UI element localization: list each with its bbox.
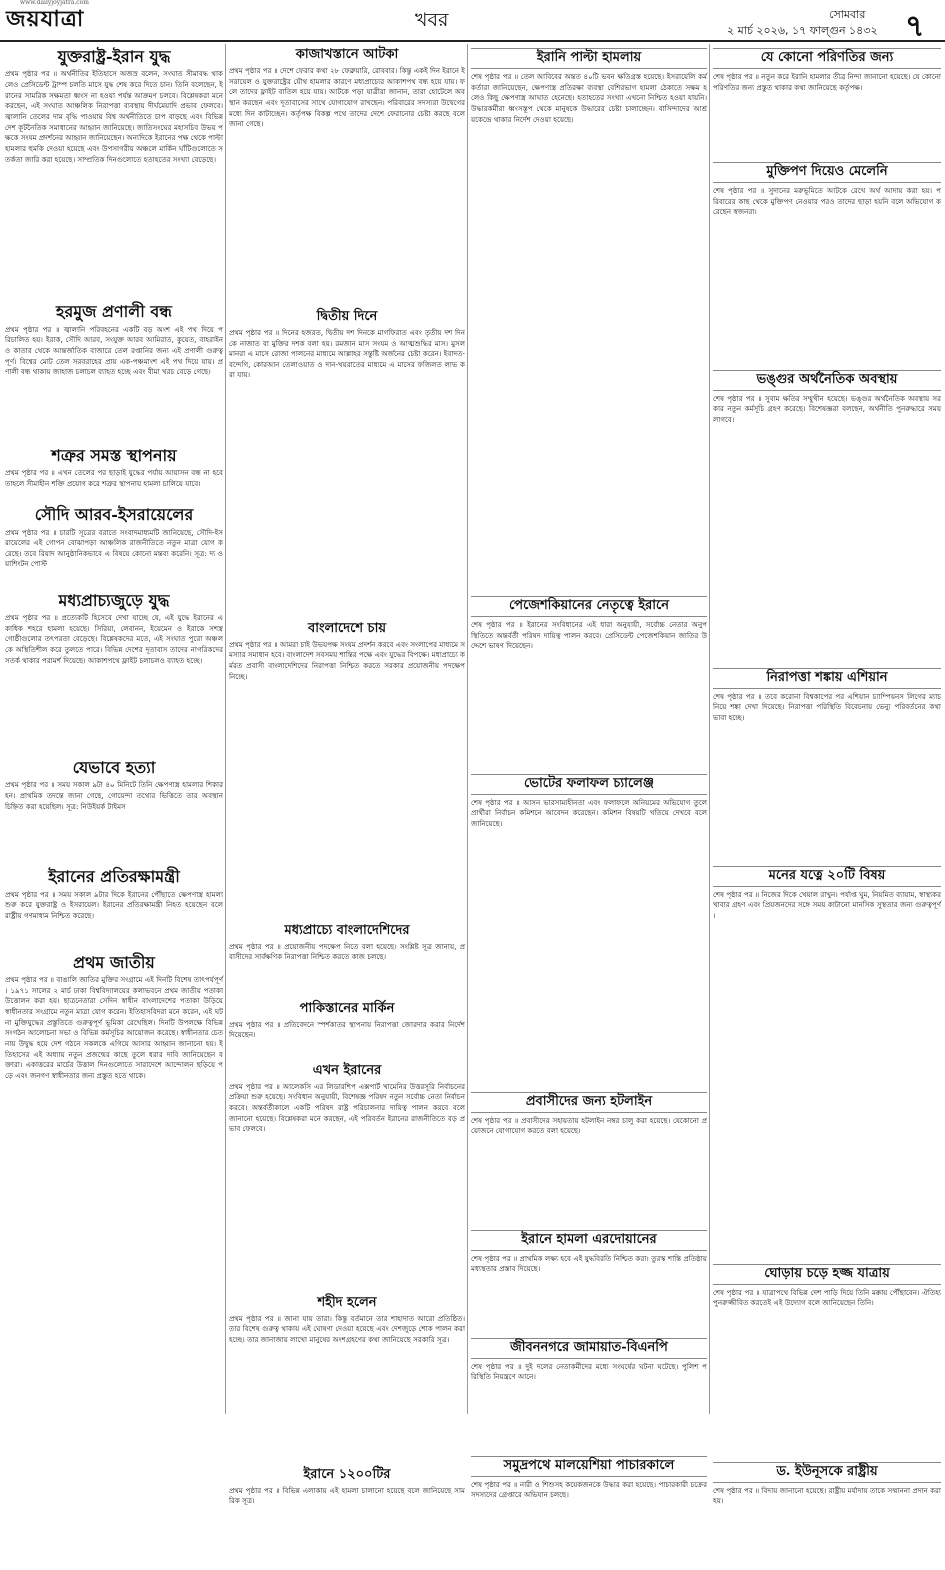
article-body-box xyxy=(713,186,941,366)
article-body-box xyxy=(471,620,707,770)
article xyxy=(5,303,223,442)
article xyxy=(713,1264,941,1458)
article-body-box xyxy=(229,640,465,920)
article-headline[interactable]: ড. ইউনূসকে রাষ্ট্রীয় xyxy=(713,1462,941,1483)
article-body: শেষ পৃষ্ঠার পর ॥ তবে করোনা বিশ্বকাপের পর এশিয়ান চ্যাম্পিয়নস লিগের ম্যাচ নিয়ে শঙ্কা দেখা দিয়েছে। নিরাপত্তা পরিস্থিতি বিবেচনায় ভেন্যু পরিবর্তনের কথা ভাবা হচ্ছে। xyxy=(713,691,941,723)
article-headline[interactable]: পেজেশকিয়ানের নেতৃত্বে ইরানে xyxy=(471,596,707,617)
article xyxy=(5,506,223,587)
article-headline[interactable]: যে কোনো পরিণতির জন্য xyxy=(713,48,941,69)
column-divider xyxy=(225,44,226,1414)
article xyxy=(5,592,223,755)
article-body-box xyxy=(5,69,223,299)
article-body: শেষ পৃষ্ঠার পর ॥ নতুন করে ইরানি হামলার তীব্র নিন্দা জানানো হয়েছে। যে কোনো পরিণতির জন্য প্রস্তুত থাকার কথা জানিয়েছে কর্তৃপক্ষ। xyxy=(713,71,941,92)
article-body-box xyxy=(5,890,223,950)
day-name: সোমবার xyxy=(829,8,866,21)
section-title: খবর xyxy=(415,9,449,31)
article-body-box xyxy=(5,528,223,588)
article-body: প্রথম পৃষ্ঠার পর ॥ দেশে ফেরার কথা ২৮ ফেব্রুয়ারি, রোববার। কিন্তু একই দিন ইরানে ইসরায়েল ও যুক্তরাষ্ট্রের যৌথ হামলার কারণে মধ্যপ্রাচ্যের আকাশপথ বন্ধ হয়ে যায়। ফলে তাদের ফ্লাইট বাতিল হয়ে যায়। আটকে পড়া যাত্রীরা জানান, তারা হোটেলে অবস্থান করছেন এবং দূতাবাসের সাথে যোগাযোগ রাখছেন। পরিবারের সদস্যরা উদ্বেগের মধ্যে দিন কাটাচ্ছেন। কর্তৃপক্ষ বিকল্প পথে তাদের দেশে ফেরানোর চেষ্টা করছে বলে জানা গেছে। xyxy=(229,65,465,129)
article-headline[interactable]: বাংলাদেশে চায় xyxy=(308,620,386,636)
column-3 xyxy=(471,44,707,1500)
article xyxy=(229,48,465,306)
article-body-box xyxy=(229,328,465,618)
article-body-box xyxy=(713,692,941,862)
article xyxy=(471,596,707,770)
column-divider xyxy=(467,44,468,1414)
column-4 xyxy=(713,44,941,1506)
article-headline[interactable]: শত্রুর সমস্ত স্থাপনায় xyxy=(51,445,177,465)
article-headline[interactable]: এখন ইরানের xyxy=(312,1062,382,1078)
article-headline[interactable]: ইরানের প্রতিরক্ষামন্ত্রী xyxy=(48,867,180,887)
article-headline[interactable]: সৌদি আরব-ইসরায়েলের xyxy=(34,505,194,525)
article xyxy=(471,1338,707,1452)
article-headline[interactable]: ঘোড়ায় চড়ে হজ্জ যাত্রায় xyxy=(713,1264,941,1285)
article-body-box xyxy=(713,1486,941,1546)
column-1 xyxy=(5,44,223,1416)
article-body-box xyxy=(229,1082,465,1292)
article-body-box xyxy=(5,780,223,864)
article xyxy=(713,370,941,664)
issue-date: ২ মার্চ ২০২৬, ১৭ ফাল্গুন ১৪৩২ xyxy=(727,24,878,37)
article-body-box xyxy=(713,890,941,1260)
article xyxy=(471,48,707,592)
article-body: শেষ পৃষ্ঠার পর ॥ সুদানের মরুভূমিতে আটকে রেখে অর্থ আদায় করা হয়। পরিবারের কাছ থেকে মুক্তিপণ নেওয়ার পরও তাদের ছাড়া হয়নি বলে অভিযোগ করেছেন স্বজনরা। xyxy=(713,185,941,217)
article-body-box xyxy=(5,325,223,443)
article xyxy=(229,310,465,618)
article-body-box xyxy=(471,798,707,1088)
article-body: প্রথম পৃষ্ঠার পর ॥ আলেকসি এর লিডারশিপ এক্সপার্ট খামেনির উত্তরসূরি নির্বাচনের প্রক্রিয়া শুরু হয়েছে। সংবিধান অনুযায়ী, বিশেষজ্ঞ পরিষদ নতুন সর্বোচ্চ নেতা নির্বাচন করবে। অন্তর্বর্তীকালে একটি পরিষদ রাষ্ট্র পরিচালনার দায়িত্ব পালন করবে বলে জানানো হয়েছে। বিশ্লেষকরা মনে করছেন, এই পরিবর্তন ইরানের রাজনীতিতে বড় প্রভাব ফেলবে। xyxy=(229,1081,465,1134)
article xyxy=(5,447,223,502)
article-body: প্রথম পৃষ্ঠার পর ॥ বাঙালি জাতির মুক্তির সংগ্রামে এই দিনটি বিশেষ তাৎপর্যপূর্ণ। ১৯৭১ সালের ২ মার্চ ঢাকা বিশ্ববিদ্যালয়ের কলাভবনে প্রথম জাতীয় পতাকা উত্তোলন করা হয়। ছাত্রনেতারা সেদিন স্বাধীন বাংলাদেশের পতাকা উড়িয়ে স্বাধীনতার সংগ্রামে নতুন মাত্রা যোগ করেন। ইতিহাসবিদরা মনে করেন, এই ঘটনা মুক্তিযুদ্ধের প্রস্তুতিতে গুরুত্বপূর্ণ ভূমিকা রেখেছিল। দিনটি উপলক্ষে বিভিন্ন সংগঠন আলোচনা সভা ও বিভিন্ন কর্মসূচির আয়োজন করেছে। স্বাধীনতার চেতনায় উদ্বুদ্ধ হয়ে দেশ গঠনে সকলকে এগিয়ে আসার আহ্বান জানানো হয়। ইতিহাসের এই অধ্যায় নতুন প্রজন্মের কাছে তুলে ধরার দাবি জানিয়েছেন বক্তারা। একাত্তরের মার্চের উত্তাল দিনগুলোতে সারাদেশে আন্দোলন ছড়িয়ে পড়ে এবং জনগণ স্বাধীনতার জন্য প্রস্তুত হতে থাকে। xyxy=(5,975,223,1080)
article-body-box xyxy=(5,468,223,502)
article-body-box xyxy=(229,66,465,306)
article-headline[interactable]: সমুদ্রপথে মালয়েশিয়া পাচারকালে xyxy=(471,1456,707,1477)
article-headline[interactable]: নিরাপত্তা শঙ্কায় এশিয়ান xyxy=(713,668,941,689)
article-body-box xyxy=(713,1288,941,1458)
article-body: প্রথম পৃষ্ঠার পর ॥ আমরা চাই উভয়পক্ষ সংযম প্রদর্শন করবে এবং সংলাপের মাধ্যমে সমস্যার সমাধান হবে। বাংলাদেশ সবসময় শান্তির পক্ষে এবং যুদ্ধের বিপক্ষে। মধ্যপ্রাচ্যে কর্মরত প্রবাসী বাংলাদেশিদের নিরাপত্তা নিশ্চিত করতে সরকার প্রয়োজনীয় পদক্ষেপ নিচ্ছে। xyxy=(229,639,466,681)
article-headline[interactable]: ইরানি পাল্টা হামলায় xyxy=(471,48,707,69)
article-headline[interactable]: জীবননগরে জামায়াত-বিএনপি xyxy=(471,1338,707,1359)
article xyxy=(229,622,465,920)
article-body: প্রথম পৃষ্ঠার পর ॥ জানা যায় তারা। কিন্তু বর্তমানে তার শাহাদাত আরো প্রতিষ্ঠিত। তার বিশেষ গুরুত্ব থাকায় এই ঘোষণা দেওয়া হয়েছে এবং দেশজুড়ে শোক পালন করা হচ্ছে। তার জানাজায় লাখো মানুষের অংশগ্রহণের কথা জানিয়েছে সরকারি সূত্র। xyxy=(229,1313,465,1344)
article-body-box xyxy=(229,1020,465,1060)
article-body-box xyxy=(5,975,223,1375)
article xyxy=(713,866,941,1260)
article xyxy=(471,1456,707,1570)
article-body: শেষ পৃষ্ঠার পর ॥ প্রবাসীদের সহায়তায় হটলাইন নম্বর চালু করা হয়েছে। যেকোনো প্রয়োজনে যোগাযোগ করতে বলা হয়েছে। xyxy=(471,1115,707,1136)
article xyxy=(229,924,465,998)
article xyxy=(471,1230,707,1334)
article xyxy=(229,1064,465,1292)
article-body: শেষ পৃষ্ঠার পর ॥ বিদায় জানানো হয়েছে। রাষ্ট্রীয় মর্যাদায় তাকে সম্মাননা প্রদান করা হয়। xyxy=(713,1485,941,1506)
article-body-box xyxy=(229,1314,465,1464)
article-headline[interactable]: যুক্তরাষ্ট্র-ইরান যুদ্ধ xyxy=(57,47,171,66)
article-body: শেষ পৃষ্ঠার পর ॥ ইরানের সংবিধানের এই ধারা অনুযায়ী, সর্বোচ্চ নেতার অনুপস্থিতিতে অন্তর্বর্তী পরিষদ দায়িত্ব পালন করবে। প্রেসিডেন্ট পেজেশকিয়ান জাতির উদ্দেশে ভাষণ দিয়েছেন। xyxy=(471,619,707,651)
article xyxy=(713,668,941,862)
article-body: শেষ পৃষ্ঠার পর ॥ দুই দলের নেতাকর্মীদের মধ্যে সংঘর্ষের ঘটনা ঘটেছে। পুলিশ পরিস্থিতি নিয়ন্ত্রণে আনে। xyxy=(471,1361,707,1382)
article-body-box xyxy=(5,613,223,755)
column-2 xyxy=(229,44,466,1506)
article-body: প্রথম পৃষ্ঠার পর ॥ প্রত্যেকটি হিসেবে দেখা যাচ্ছে যে, এই যুদ্ধে ইরানের একাধিক শহরে হামলা হয়েছে। সিরিয়া, লেবানন, ইয়েমেন ও ইরাকে সশস্ত্র গোষ্ঠীগুলোর তৎপরতা বেড়েছে। বিশ্লেষকদের মতে, এই সংঘাত পুরো অঞ্চলকে অস্থিতিশীল করে তুলতে পারে। বিভিন্ন দেশের দূতাবাস তাদের নাগরিকদের সতর্ক থাকার পরামর্শ দিয়েছে। আকাশপথে ফ্লাইট চলাচলও ব্যাহত হচ্ছে। xyxy=(5,612,223,665)
article-body-box xyxy=(471,1254,707,1334)
article-body: প্রথম পৃষ্ঠার পর ॥ সময় সকাল ৯টার দিকে ইরানের পৌঁছাতে ক্ষেপণাস্ত্র হামলা শুরু করে যুক্তরাষ্ট্র ও ইসরায়েল। ইরানের প্রতিরক্ষামন্ত্রী নিহত হয়েছেন বলে রাষ্ট্রীয় গণমাধ্যম নিশ্চিত করেছে। xyxy=(5,889,223,921)
article-headline[interactable]: মুক্তিপণ দিয়েও মেলেনি xyxy=(713,162,941,183)
article-body-box xyxy=(229,1486,465,1546)
article-body: শেষ পৃষ্ঠার পর ॥ সুবাম ক্ষতির সম্মুখীন হয়েছে। ভঙ্গুর অর্থনৈতিক অবস্থায় সরকার নতুন কর্মসূচি গ্রহণ করেছে। বিশেষজ্ঞরা বলছেন, অর্থনীতি পুনরুদ্ধারে সময় লাগবে। xyxy=(713,393,941,425)
article-body: প্রথম পৃষ্ঠার পর ॥ সময় সকাল ৯টা ৪০ মিনিটে তিনি ক্ষেপণাস্ত্র হামলার শিকার হন। প্রাথমিক তদন্তে জানা গেছে, গোয়েন্দা তথ্যের ভিত্তিতে তার অবস্থান চিহ্নিত করা হয়েছিল। সূত্র: নিউইয়র্ক টাইমস xyxy=(5,780,223,811)
article xyxy=(5,759,223,864)
article-body-box xyxy=(229,942,465,998)
logo-url: www.dailyjoyjatra.com xyxy=(20,0,89,6)
article-headline[interactable]: দ্বিতীয় দিনে xyxy=(316,308,378,324)
article-body-box xyxy=(471,72,707,592)
newspaper-logo[interactable] xyxy=(6,0,89,39)
article-headline[interactable]: মনের যত্নে ২০টি বিষয় xyxy=(713,866,941,887)
article xyxy=(229,1002,465,1060)
article-headline[interactable]: ইরানে হামলা এরদোয়ানের xyxy=(471,1230,707,1251)
article xyxy=(5,954,223,1375)
article-body: শেষ পৃষ্ঠার পর ॥ প্রাথমিক লক্ষ্য হবে এই যুদ্ধবিরতি নিশ্চিত করা। তুরস্ক শান্তি প্রতিষ্ঠায় মধ্যস্থতার প্রস্তাব দিয়েছে। xyxy=(471,1253,707,1274)
article xyxy=(229,1468,465,1546)
column-divider xyxy=(709,44,710,1414)
article-body-box xyxy=(713,394,941,664)
article-headline[interactable]: শহীদ হলেন xyxy=(317,1294,377,1310)
article xyxy=(471,774,707,1088)
article-body: শেষ পৃষ্ঠার পর ॥ যাত্রাপথে বিভিন্ন দেশ পাড়ি দিয়ে তিনি মক্কায় পৌঁছাবেন। ঐতিহ্য পুনরুজ্জীবিত করতেই এই উদ্যোগ বলে জানিয়েছেন তিনি। xyxy=(713,1287,941,1308)
article-body: প্রথম পৃষ্ঠার পর ॥ অর্থনীতির ইতিহাসে অজস্র বলেন, সংঘাত সীমাবদ্ধ থাকলেও প্রেসিডেন্ট ট্রাম্প চলতি মাসে যুদ্ধ শেষ করে দিতে চান। তিনি বলেছেন, ইরানের সামরিক সক্ষমতা ধ্বংস না হওয়া পর্যন্ত আক্রমণ চলবে। বিশ্লেষকরা মনে করছেন, এই সংঘাত আঞ্চলিক নিরাপত্তা ব্যবস্থায় দীর্ঘমেয়াদি প্রভাব ফেলবে। জ্বালানি তেলের দাম বৃদ্ধি পাওয়ায় বিশ্ব অর্থনীতিতে চাপ বাড়ছে এবং বিভিন্ন দেশ কূটনৈতিক সমাধানের আহ্বান জানিয়েছে। জাতিসংঘের মহাসচিব উভয় পক্ষকে সংযম প্রদর্শনের আহ্বান জানিয়েছেন। অন্যদিকে ইরানের পক্ষ থেকে পাল্টা হামলার হুমকি দেওয়া হয়েছে এবং উপসাগরীয় অঞ্চলে মার্কিন ঘাঁটিগুলোতে সতর্কতা জারি করা হয়েছে। সাম্প্রতিক দিনগুলোতে হতাহতের সংখ্যা বেড়েছে। xyxy=(5,69,223,164)
article-body: শেষ পৃষ্ঠার পর ॥ নারী ও শিশুসহ কয়েকজনকে উদ্ধার করা হয়েছে। পাচারকারী চক্রের সদস্যদের গ্রেপ্তারে অভিযান চলছে। xyxy=(471,1479,707,1500)
article-body-box xyxy=(471,1116,707,1226)
article-body-box xyxy=(471,1480,707,1570)
article-body: শেষ পৃষ্ঠার পর ॥ আসন ভারসাম্যহীনতা এবং ফলাফলে অনিয়মের অভিযোগ তুলে প্রার্থীরা নির্বাচন কমিশনে আবেদন করেছেন। কমিশন বিষয়টি খতিয়ে দেখবে বলে জানিয়েছে। xyxy=(471,797,707,829)
article-headline[interactable]: মধ্যপ্রাচ্যজুড়ে যুদ্ধ xyxy=(58,590,170,610)
article-body-box xyxy=(713,72,941,158)
article-headline[interactable]: ভোটের ফলাফল চ্যালেঞ্জ xyxy=(471,774,707,795)
article-body: প্রথম পৃষ্ঠার পর ॥ বিভিন্ন এলাকায় এই হামলা চালানো হয়েছে বলে জানিয়েছে সামরিক সূত্র। xyxy=(229,1485,465,1506)
article xyxy=(5,868,223,949)
article-body: প্রথম পৃষ্ঠার পর ॥ এখন তেলের পর ছাড়াই যুদ্ধের পর্যায় আয়াসন বন্ধ না হবে তাহলে সীমাহীন শক্তি প্রয়োগ করে শত্রুর স্থাপনায় হামলা চালিয়ে যাবে। xyxy=(5,468,223,488)
article-body: প্রথম পৃষ্ঠার পর ॥ জ্বালানি পরিবহনের একটি বড় অংশ এই পথ দিয়ে পরিচালিত হয়। ইরাক, সৌদি আরব, সংযুক্ত আরব আমিরাত, কুয়েত, বাহরাইন ও কাতার থেকে আন্তর্জাতিক বাজারে তেল রপ্তানির জন্য এই প্রণালী গুরুত্বপূর্ণ। বিশ্বের মোট তেল সরবরাহের প্রায় এক-পঞ্চমাংশ এই পথ দিয়ে যায়। প্রণালী বন্ধ থাকায় জাহাজ চলাচল ব্যাহত হচ্ছে এবং বীমা খরচ বেড়ে গেছে। xyxy=(5,324,223,377)
article-body: প্রথম পৃষ্ঠার পর ॥ দিনের হজরত, দ্বিতীয় দশ দিনকে মাগফিরাত এবং তৃতীয় দশ দিনকে নাজাত বা মুক্তির দশক বলা হয়। রমজান মাস সংযম ও আত্মশুদ্ধির মাস। মুসলমানরা এ মাসে রোজা পালনের মাধ্যমে আল্লাহর সন্তুষ্টি অর্জনের চেষ্টা করেন। ইবাদত-বন্দেগি, কোরআন তেলাওয়াত ও দান-খয়রাতের মাধ্যমে এ মাসের ফজিলত লাভ করা যায়। xyxy=(229,327,465,380)
article-body: প্রথম পৃষ্ঠার পর ॥ প্রতিবেদনে স্পর্শকাতর স্থাপনায় নিরাপত্তা জোরদার করার নির্দেশ দিয়েছেন। xyxy=(229,1019,465,1040)
article-headline[interactable]: প্রথম জাতীয় xyxy=(73,952,155,972)
article-body-box xyxy=(471,1362,707,1452)
article-headline[interactable]: ভঙ্গুর অর্থনৈতিক অবস্থায় xyxy=(713,370,941,391)
article xyxy=(713,48,941,158)
article xyxy=(229,1296,465,1464)
article xyxy=(713,1462,941,1546)
article-headline[interactable]: যেভাবে হত্যা xyxy=(72,757,156,777)
article xyxy=(471,1092,707,1226)
article-headline[interactable]: ইরানে ১২০০টির xyxy=(303,1466,391,1482)
article-headline[interactable]: প্রবাসীদের জন্য হটলাইন xyxy=(471,1092,707,1113)
article-headline[interactable]: কাজাখস্তানে আটকা xyxy=(295,47,399,62)
article-headline[interactable]: হরমুজ প্রণালী বন্ধ xyxy=(56,302,172,322)
article-body: প্রথম পৃষ্ঠার পর ॥ প্রয়োজনীয় পদক্ষেপ নিতে বলা হয়েছে। সংশ্লিষ্ট সূত্র জানায়, প্রবাসীদের সার্বক্ষণিক নিরাপত্তা নিশ্চিত করতে কাজ চলছে। xyxy=(229,941,465,962)
logo-text: জয়যাত্রা xyxy=(6,6,85,32)
article-body: শেষ পৃষ্ঠার পর ॥ নিজের দিকে খেয়াল রাখুন। পর্যাপ্ত ঘুম, নিয়মিত ব্যায়াম, স্বাস্থ্যকর খাবার গ্রহণ এবং প্রিয়জনদের সঙ্গে সময় কাটানো মানসিক সুস্থতার জন্য গুরুত্বপূর্ণ। xyxy=(713,889,941,920)
article-headline[interactable]: মধ্যপ্রাচ্যে বাংলাদেশিদের xyxy=(284,922,410,938)
article xyxy=(713,162,941,366)
article-headline[interactable]: পাকিস্তানের মার্কিন xyxy=(299,1000,395,1016)
article-body: প্রথম পৃষ্ঠার পর ॥ চারটি সূত্রের বরাতে সংবাদমাধ্যমটি জানিয়েছে, সৌদি-ইসরায়েলের এই গোপন বোঝাপড়া আঞ্চলিক রাজনীতিতে নতুন মাত্রা যোগ করেছে। তবে রিয়াদ আনুষ্ঠানিকভাবে এ বিষয়ে কোনো মন্তব্য করেনি। সূত্র: দ্য ওয়াশিংটন পোস্ট xyxy=(5,527,223,569)
article-body: শেষ পৃষ্ঠার পর ॥ তেল আবিবের অন্তত ৪০টি ভবন ক্ষতিগ্রস্ত হয়েছে। ইসরায়েলি কর্মকর্তারা জানিয়েছেন, ক্ষেপণাস্ত্র প্রতিরক্ষা ব্যবস্থা বেশিরভাগ হামলা ঠেকাতে সক্ষম হলেও কিছু ক্ষেপণাস্ত্র আঘাত হেনেছে। হতাহতের সংখ্যা এখনো নিশ্চিত হওয়া যায়নি। উদ্ধারকর্মীরা ধ্বংসস্তূপ থেকে মানুষকে উদ্ধারের চেষ্টা চালাচ্ছেন। বাসিন্দাদের আশ্রয়কেন্দ্রে থাকার নির্দেশ দেওয়া হয়েছে। xyxy=(471,71,707,124)
page-number: ৭ xyxy=(905,9,925,44)
article xyxy=(5,48,223,299)
masthead xyxy=(0,0,945,42)
